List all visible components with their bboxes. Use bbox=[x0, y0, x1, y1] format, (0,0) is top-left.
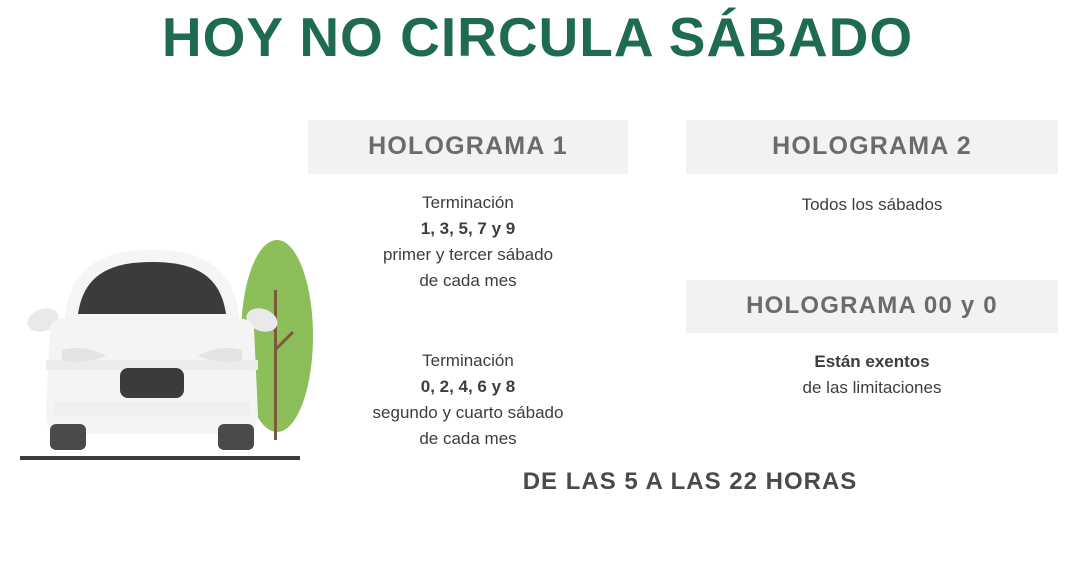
hologram-1-banner: HOLOGRAMA 1 bbox=[308, 120, 628, 174]
hologram-1-rule-1 bbox=[308, 190, 628, 294]
rule-2-line-2: 0, 2, 4, 6 y 8 bbox=[420, 377, 516, 396]
exempt-line-2: de las limitaciones bbox=[802, 378, 942, 397]
hologram-2-column bbox=[686, 120, 1058, 401]
hours-note: DE LAS 5 A LAS 22 HORAS bbox=[522, 468, 858, 495]
hologram-2-text: Todos los sábados bbox=[801, 195, 943, 214]
hologram-00-0-banner: HOLOGRAMA 00 y 0 bbox=[686, 280, 1058, 333]
rule-1-line-2: 1, 3, 5, 7 y 9 bbox=[420, 219, 516, 238]
rule-1-line-4: de cada mes bbox=[419, 271, 517, 290]
page-title: HOY NO CIRCULA SÁBADO bbox=[161, 6, 914, 68]
spacer bbox=[308, 294, 628, 332]
car-illustration bbox=[10, 210, 320, 500]
hologram-1-column bbox=[308, 120, 628, 452]
hologram-1-rule-2 bbox=[308, 348, 628, 452]
rule-2-line-4: de cada mes bbox=[419, 429, 517, 448]
spacer bbox=[686, 218, 1058, 280]
hologram-2-banner: HOLOGRAMA 2 bbox=[686, 120, 1058, 174]
exempt-line-1: Están exentos bbox=[814, 352, 930, 371]
rule-2-line-3: segundo y cuarto sábado bbox=[372, 403, 564, 422]
rule-2-line-1: Terminación bbox=[422, 351, 514, 370]
hologram-00-0-text bbox=[686, 349, 1058, 401]
rule-1-line-3: primer y tercer sábado bbox=[382, 245, 554, 264]
rule-1-line-1: Terminación bbox=[422, 193, 514, 212]
